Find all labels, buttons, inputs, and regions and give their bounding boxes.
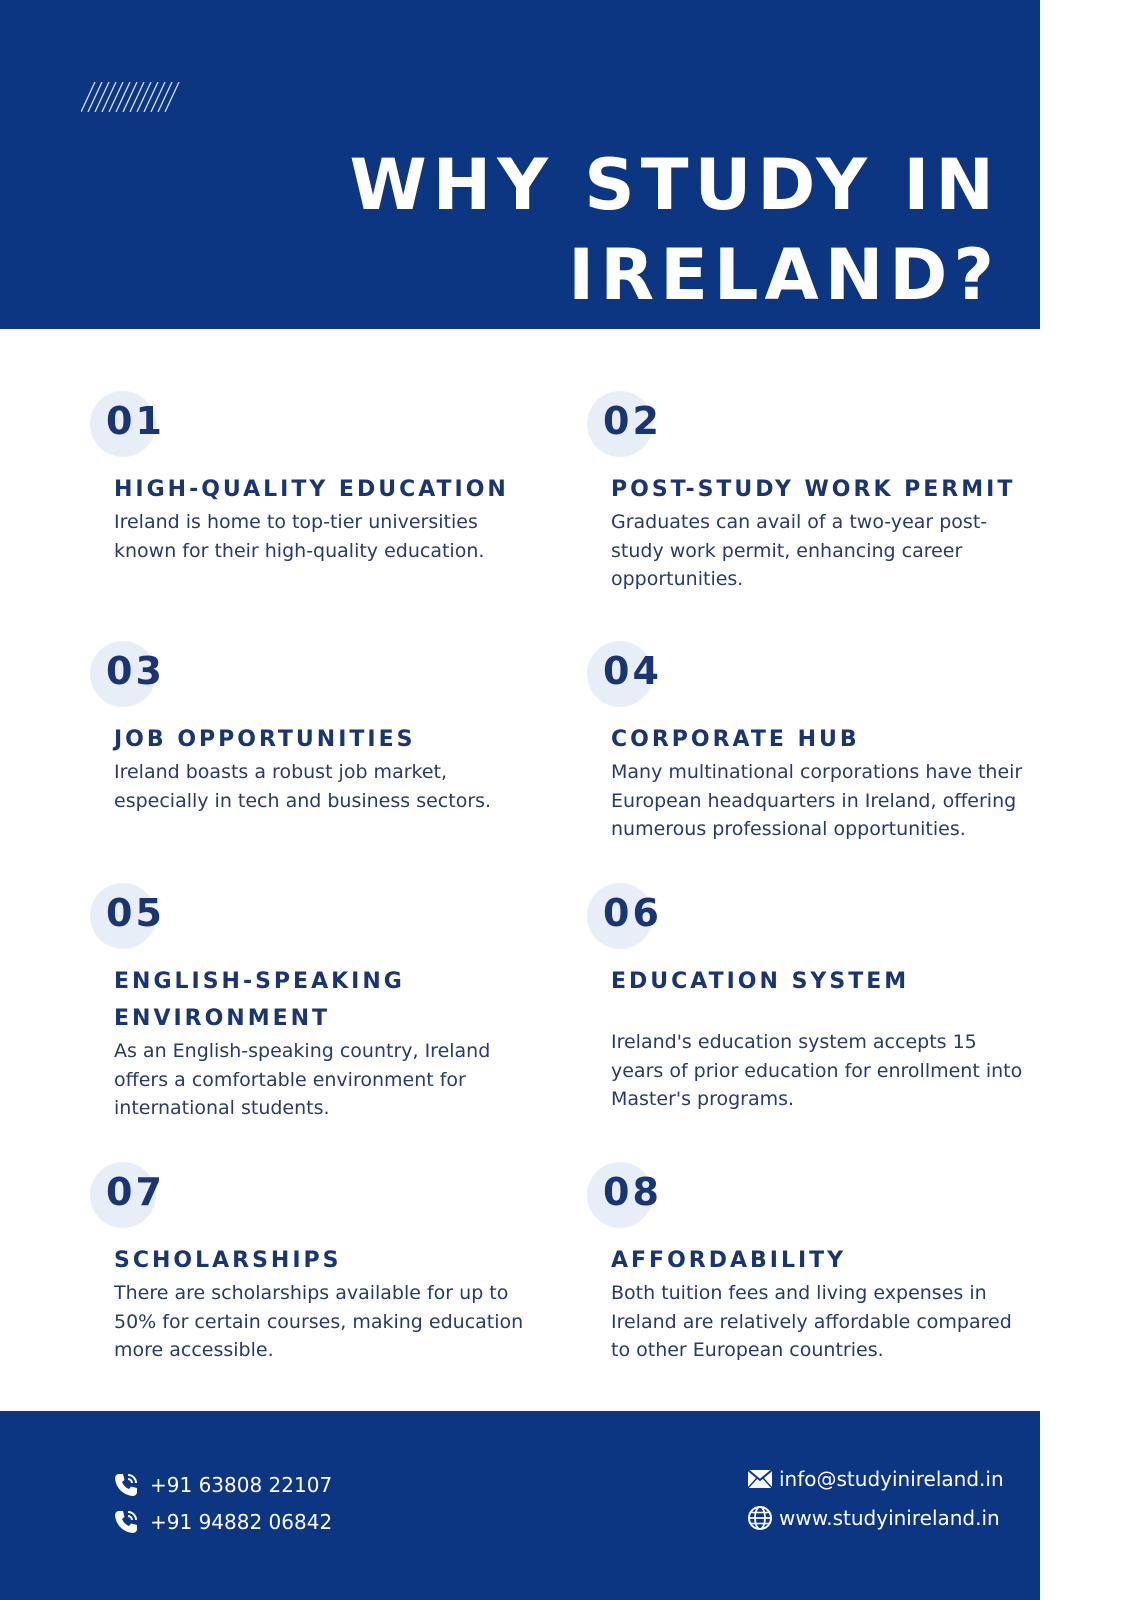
feature-description: As an English-speaking country, Ireland offers a comfortable environment for international students. <box>114 1040 491 1119</box>
footer-banner <box>0 1411 1040 1600</box>
feature-title: SCHOLARSHIPS <box>114 1248 342 1273</box>
feature-title: POST-STUDY WORK PERMIT <box>611 477 1016 502</box>
title-line-2: IRELAND? <box>568 234 1000 316</box>
feature-description: Ireland boasts a robust job market, especially in tech and business sectors. <box>114 761 492 812</box>
feature-card-03 <box>90 641 530 815</box>
feature-number: 05 <box>106 891 165 935</box>
feature-description: Graduates can avail of a two-year post-study work permit, enhancing career opportunities. <box>611 511 988 590</box>
email-contact[interactable] <box>747 1467 1004 1491</box>
feature-card-07 <box>90 1162 530 1365</box>
feature-title: AFFORDABILITY <box>611 1248 847 1273</box>
feature-card-08 <box>587 1162 1027 1365</box>
email-address: info@studyinireland.in <box>779 1467 1004 1491</box>
feature-number-badge <box>587 1162 1027 1232</box>
feature-card-06 <box>587 883 1027 1114</box>
feature-card-02 <box>587 391 1027 594</box>
phone-contact-2[interactable] <box>112 1508 332 1536</box>
feature-title: HIGH-QUALITY EDUCATION <box>114 477 509 502</box>
page-title <box>240 140 1000 320</box>
stripes-decoration <box>81 82 183 112</box>
feature-card-04 <box>587 641 1027 844</box>
feature-number-badge <box>90 641 530 711</box>
feature-card-01 <box>90 391 530 565</box>
mail-icon <box>747 1469 773 1489</box>
feature-number: 07 <box>106 1170 165 1214</box>
phone-number-2: +91 94882 06842 <box>150 1510 333 1534</box>
feature-description: Ireland is home to top-tier universities known for their high-quality education. <box>114 511 485 562</box>
feature-number-badge <box>90 883 530 953</box>
feature-number-badge <box>587 883 1027 953</box>
feature-number-badge <box>90 391 530 461</box>
feature-description: Ireland's education system accepts 15 years of prior education for enrollment into Master's programs. <box>611 1031 1023 1110</box>
header-banner <box>0 0 1040 329</box>
feature-card-05 <box>90 883 530 1123</box>
phone-contact-1[interactable] <box>112 1471 332 1499</box>
feature-number-badge <box>587 641 1027 711</box>
website-url: www.studyinireland.in <box>779 1506 1000 1530</box>
title-line-1: WHY STUDY IN <box>349 144 1000 226</box>
feature-number: 06 <box>603 891 662 935</box>
website-contact[interactable] <box>747 1505 1000 1531</box>
feature-title: CORPORATE HUB <box>611 727 860 752</box>
feature-number: 03 <box>106 649 165 693</box>
feature-number: 02 <box>603 399 662 443</box>
feature-number: 01 <box>106 399 165 443</box>
feature-number-badge <box>587 391 1027 461</box>
globe-icon <box>747 1505 773 1531</box>
feature-title: JOB OPPORTUNITIES <box>114 727 416 752</box>
feature-description: There are scholarships available for up to 50% for certain courses, making education more accessible. <box>114 1282 524 1361</box>
phone-icon <box>112 1471 140 1499</box>
feature-number: 08 <box>603 1170 662 1214</box>
feature-title: EDUCATION SYSTEM <box>611 969 910 994</box>
feature-number: 04 <box>603 649 662 693</box>
feature-description: Both tuition fees and living expenses in Ireland are relatively affordable compared to other European countries. <box>611 1282 1012 1361</box>
feature-description: Many multinational corporations have their European headquarters in Ireland, offering numerous professional opportunities. <box>611 761 1023 840</box>
feature-title: ENGLISH-SPEAKING ENVIRONMENT <box>114 969 405 1031</box>
feature-number-badge <box>90 1162 530 1232</box>
phone-number-1: +91 63808 22107 <box>150 1473 333 1497</box>
phone-icon <box>112 1508 140 1536</box>
